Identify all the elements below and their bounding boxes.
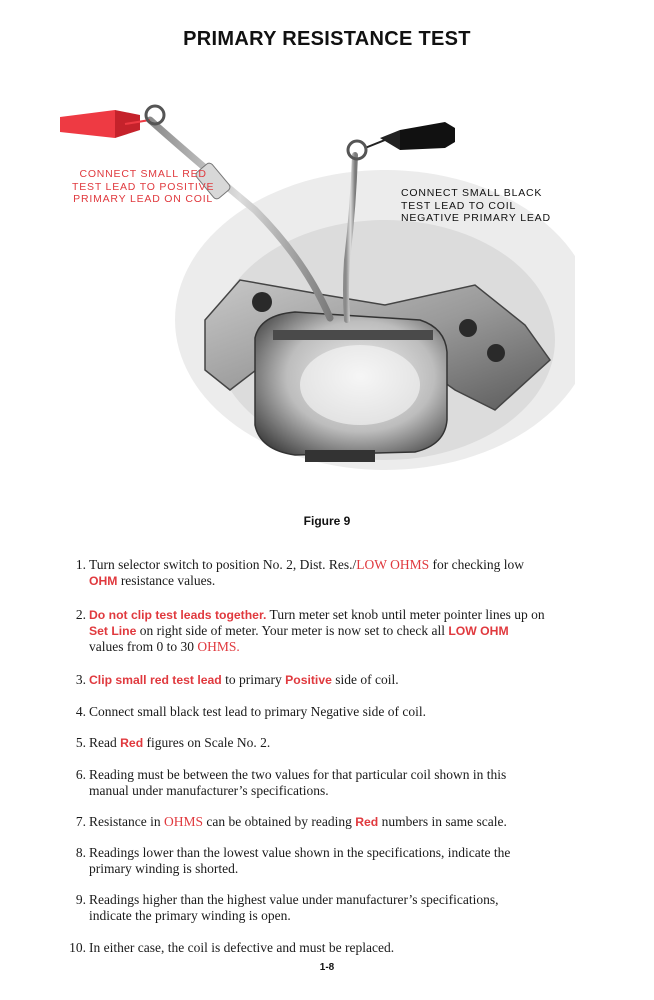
step-text: to primary bbox=[221, 672, 286, 687]
step-text-line bbox=[89, 908, 589, 924]
step-text-line bbox=[89, 557, 589, 573]
step-text: Resistance in bbox=[89, 814, 164, 829]
step-text-line bbox=[89, 940, 589, 956]
step-text-line bbox=[89, 814, 589, 830]
highlighted-term: OHMS. bbox=[197, 639, 240, 654]
step-text-line bbox=[89, 639, 589, 655]
step-text-line bbox=[89, 623, 589, 639]
black-lead-callout: CONNECT SMALL BLACK TEST LEAD TO COIL NEGATIVE PRIMARY LEAD bbox=[401, 187, 551, 224]
step-text-line bbox=[89, 735, 589, 751]
step-text: indicate the primary winding is open. bbox=[89, 908, 291, 923]
step-text: for checking low bbox=[429, 557, 524, 572]
page-title: PRIMARY RESISTANCE TEST bbox=[183, 28, 471, 50]
highlighted-term: Positive bbox=[285, 673, 332, 687]
step-text-line bbox=[89, 672, 589, 688]
highlighted-term: Clip small red test lead bbox=[89, 673, 222, 687]
step-text: In either case, the coil is defective and must be replaced. bbox=[89, 940, 395, 955]
step-text-line bbox=[89, 861, 589, 877]
highlighted-term: OHM bbox=[89, 574, 118, 588]
step-text: manual under manufacturer’s specifications. bbox=[89, 783, 329, 798]
step-text: Readings higher than the highest value under manufacturer’s specifications, bbox=[89, 892, 499, 907]
step-text: figures on Scale No. 2. bbox=[143, 735, 271, 750]
black-test-lead bbox=[365, 122, 455, 150]
step-text: Readings lower than the lowest value shown in the specifications, indicate the bbox=[89, 845, 511, 860]
step-number: 3. bbox=[75, 672, 86, 687]
mounting-hole-right-top bbox=[459, 319, 477, 337]
step-number: 8. bbox=[75, 845, 86, 860]
step-text: Reading must be between the two values for that particular coil shown in this bbox=[89, 767, 507, 782]
mounting-hole-left bbox=[252, 292, 272, 312]
highlighted-term: Red bbox=[120, 736, 144, 750]
ignition-coil-photo bbox=[55, 90, 575, 475]
highlighted-term: Do not clip test leads together. bbox=[89, 608, 267, 622]
highlighted-term: LOW OHMS bbox=[356, 557, 430, 572]
highlighted-term: Set Line bbox=[89, 624, 137, 638]
step-text: values from 0 to 30 bbox=[89, 639, 198, 654]
mounting-hole-right-bottom bbox=[487, 344, 505, 362]
step-number: 2. bbox=[75, 607, 86, 622]
step-text-line bbox=[89, 704, 589, 720]
highlighted-term: OHMS bbox=[163, 814, 203, 829]
coil-band bbox=[273, 330, 433, 340]
step-number: 1. bbox=[75, 557, 86, 572]
red-lead-callout: CONNECT SMALL RED TEST LEAD TO POSITIVE PRIMARY LEAD ON COIL bbox=[72, 168, 215, 205]
step-text: resistance values. bbox=[117, 573, 216, 588]
highlighted-term: LOW OHM bbox=[448, 624, 509, 638]
step-number: 4. bbox=[75, 704, 86, 719]
step-text: can be obtained by reading bbox=[203, 814, 356, 829]
step-number: 10. bbox=[69, 940, 86, 955]
red-test-lead bbox=[60, 110, 150, 138]
figure-caption: Figure 9 bbox=[303, 514, 351, 528]
step-text: Connect small black test lead to primary Negative side of coil. bbox=[89, 704, 427, 719]
step-text: Turn meter set knob until meter pointer lines up on bbox=[266, 607, 545, 622]
step-text: numbers in same scale. bbox=[378, 814, 507, 829]
page-number: 1-8 bbox=[319, 962, 335, 973]
step-text-line bbox=[89, 767, 589, 783]
step-text: side of coil. bbox=[331, 672, 399, 687]
step-number: 6. bbox=[75, 767, 86, 782]
step-number: 9. bbox=[75, 892, 86, 907]
step-text: primary winding is shorted. bbox=[89, 861, 239, 876]
step-text: Turn selector switch to position No. 2, Dist. Res./ bbox=[89, 557, 357, 572]
step-text: Read bbox=[89, 735, 121, 750]
coil-highlight bbox=[300, 345, 420, 425]
step-text-line bbox=[89, 607, 589, 623]
highlighted-term: Red bbox=[355, 815, 379, 829]
coil-base bbox=[305, 450, 375, 462]
step-text: on right side of meter. Your meter is now set to check all bbox=[136, 623, 449, 638]
step-number: 7. bbox=[75, 814, 86, 829]
step-number: 5. bbox=[75, 735, 86, 750]
step-text-line bbox=[89, 892, 589, 908]
step-text-line bbox=[89, 573, 589, 589]
step-text-line bbox=[89, 783, 589, 799]
step-text-line bbox=[89, 845, 589, 861]
